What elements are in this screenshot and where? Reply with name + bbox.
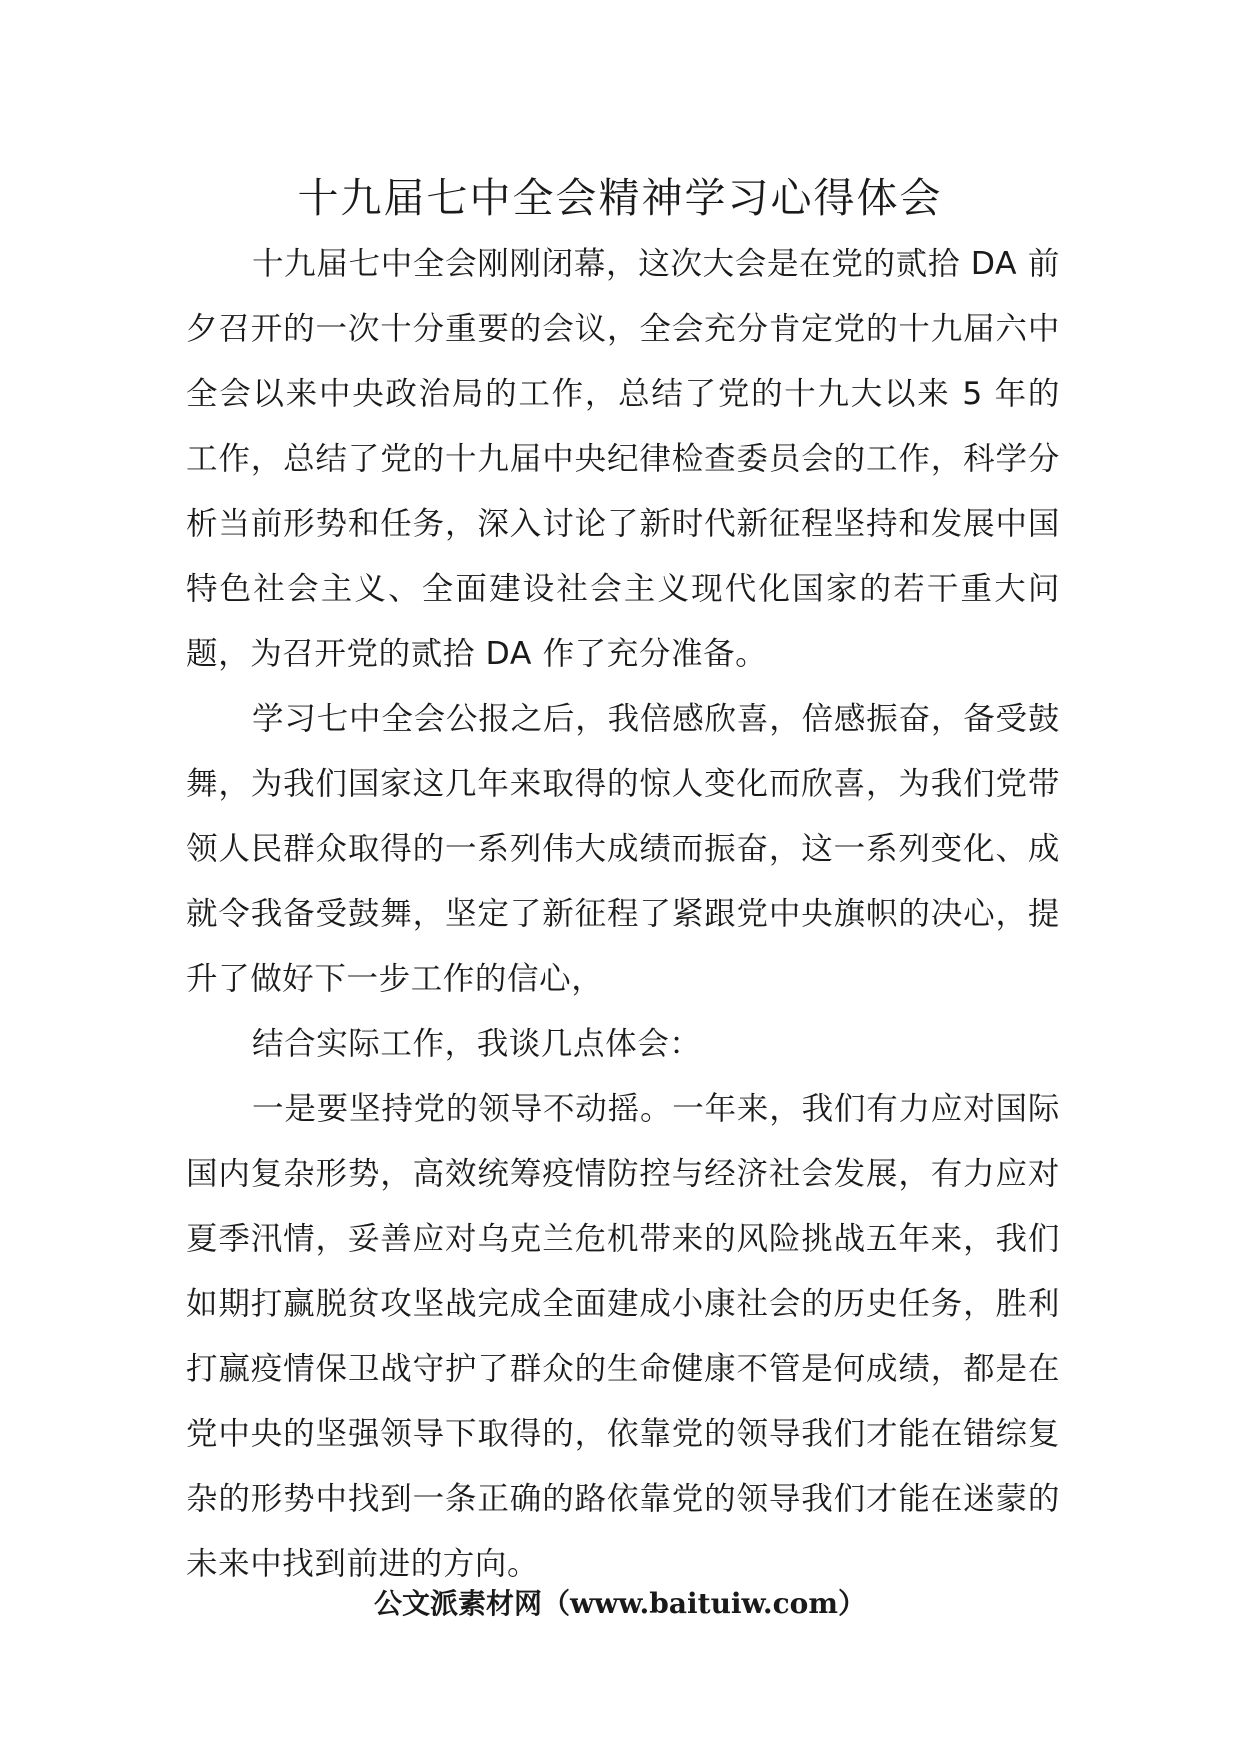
paragraph-intro: 十九届七中全会刚刚闭幕，这次大会是在党的贰拾 DA 前夕召开的一次十分重要的会议，全会充分肯定党的十九届六中全会以来中央政治局的工作，总结了党的十九大以来 5 年的工作，总结了党的十九届中央纪律检查委员会的工作，科学分析当前形势和任务，深入讨论了新时代新征程坚持和发展中国特色社会主义、全面建设社会主义现代化国家的若干重大问题，为召开党的贰拾 DA 作了充分准备。 xyxy=(186,246,1060,672)
watermark-footer: 公文派素材网（www.baituiw.com） xyxy=(374,1587,866,1620)
document-title: 十九届七中全会精神学习心得体会 xyxy=(297,174,943,222)
paragraph-point-one: 一是要坚持党的领导不动摇。一年来，我们有力应对国际国内复杂形势，高效统筹疫情防控与经济社会发展，有力应对夏季汛情，妥善应对乌克兰危机带来的风险挑战五年来，我们如期打赢脱贫攻坚战完成全面建成小康社会的历史任务，胜利打赢疫情保卫战守护了群众的生命健康不管是何成绩，都是在党中央的坚强领导下取得的，依靠党的领导我们才能在错综复杂的形势中找到一条正确的路依靠党的领导我们才能在迷蒙的未来中找到前进的方向。 xyxy=(186,1091,1060,1582)
paragraph-transition: 结合实际工作，我谈几点体会： xyxy=(252,1026,702,1062)
document-body xyxy=(186,232,1060,1597)
paragraph-feelings: 学习七中全会公报之后，我倍感欣喜，倍感振奋，备受鼓舞，为我们国家这几年来取得的惊人变化而欣喜，为我们党带领人民群众取得的一系列伟大成绩而振奋，这一系列变化、成就令我备受鼓舞，坚定了新征程了紧跟党中央旗帜的决心，提升了做好下一步工作的信心， xyxy=(186,701,1060,997)
